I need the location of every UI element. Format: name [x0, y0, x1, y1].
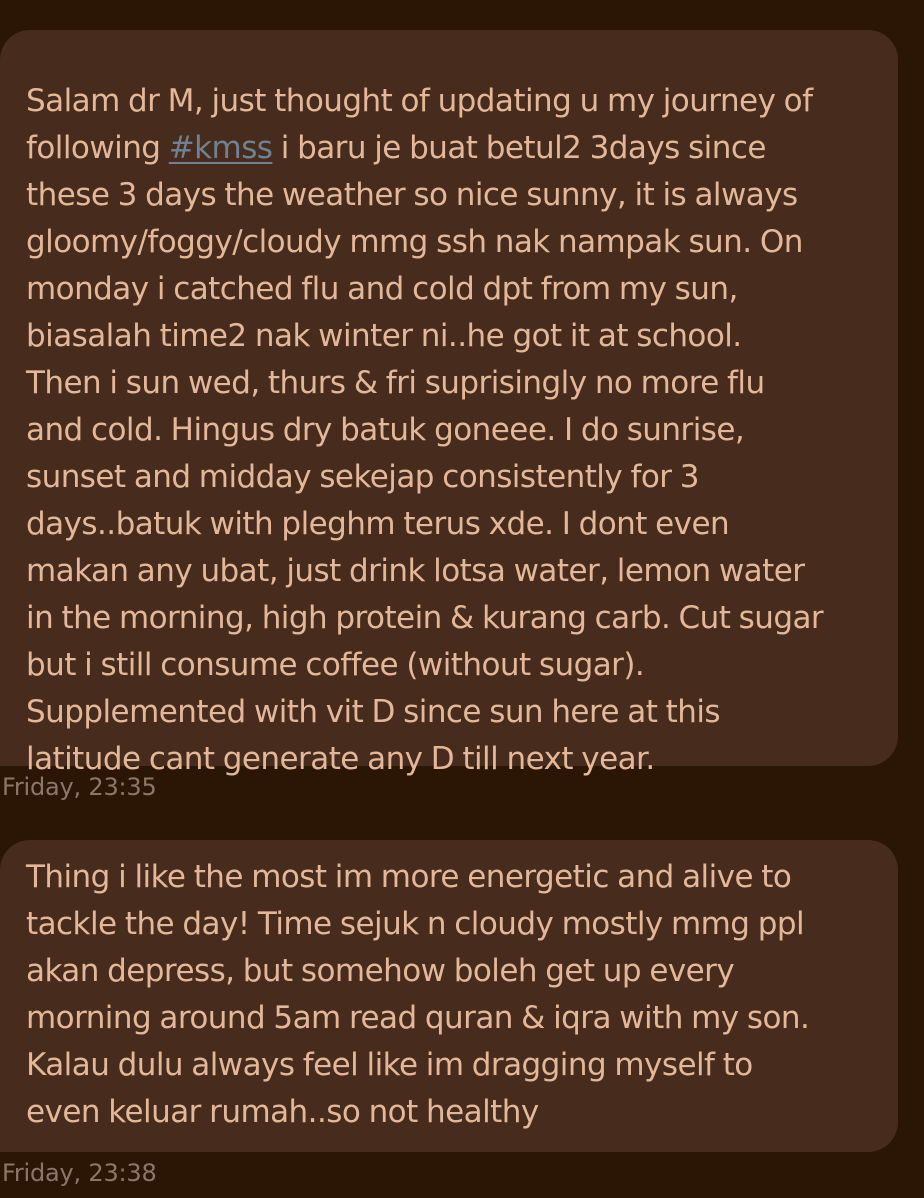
message-text [26, 78, 868, 783]
message-timestamp: Friday, 23:38 [2, 1159, 157, 1187]
message-text-before-hashtag: Salam dr M, just thought of updating u my journey of following [26, 83, 813, 166]
message-timestamp: Friday, 23:35 [2, 773, 157, 801]
message-bubble[interactable] [0, 30, 898, 777]
message-text: Thing i like the most im more energetic and alive to tackle the day! Time sejuk n cloudy mostly mmg ppl akan depress, but somehow boleh get up every morning around 5am read quran & iqra with my son. Kalau dulu always feel like im dragging myself to even keluar rumah..so not healthy [26, 859, 810, 1130]
message-text-after-hashtag: i baru je buat betul2 3days since these 3 days the weather so nice sunny, it is always gloomy/foggy/cloudy mmg ssh nak nampak sun. On monday i catched flu and cold dpt from my sun, biasalah time2 nak winter ni..he got it at school. Then i sun wed, thurs & fri suprisingly no more flu and cold. Hingus dry batuk goneee. I do sunrise, sunset and midday sekejap consistently for 3 days..batuk with pleghm terus xde. I dont even makan any ubat, just drink lotsa water, lemon water in the morning, high protein & kurang carb. Cut sugar but i still consume coffee (without sugar). Supplemented with vit D since sun here at this latitude cant generate any D till next year. [26, 130, 824, 777]
message-bubble[interactable] [0, 840, 898, 1152]
hashtag-link[interactable]: #kmss [168, 130, 273, 166]
